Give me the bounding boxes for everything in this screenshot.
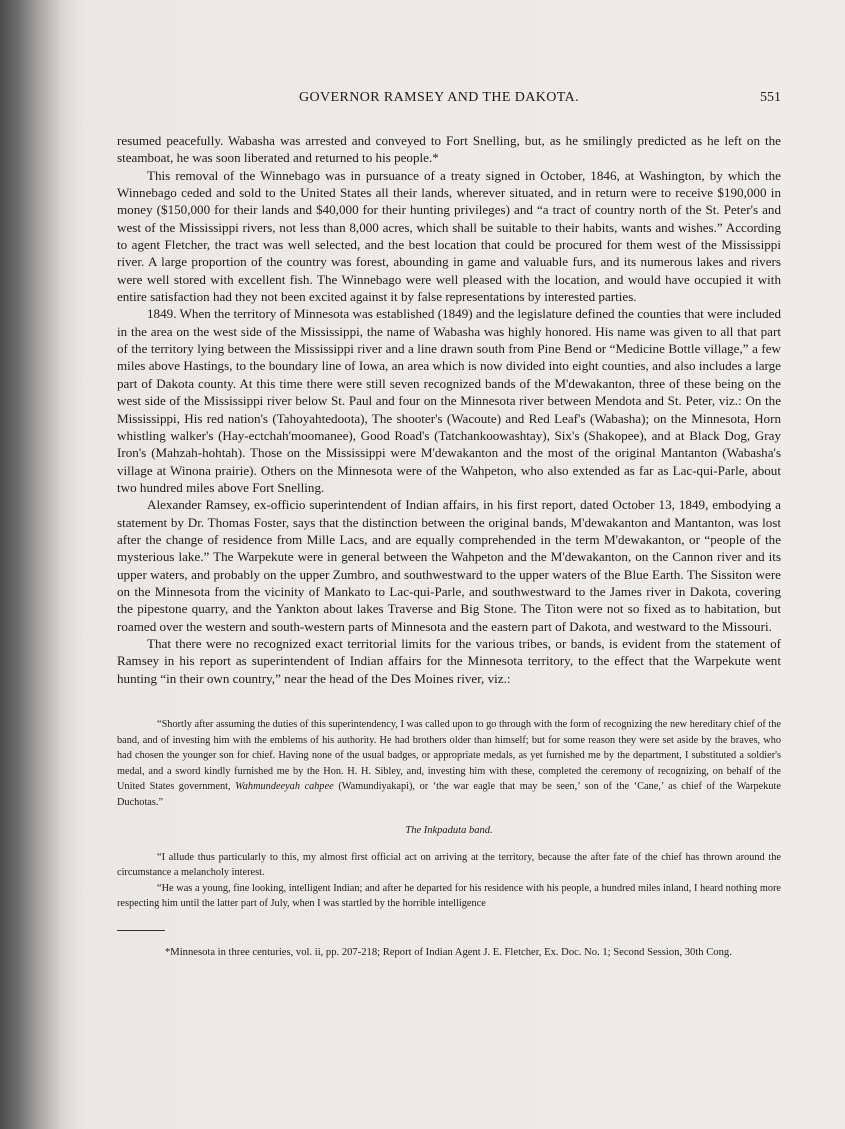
body-paragraph: This removal of the Winnebago was in pursuance of a treaty signed in October, 1846, at Washington, by which the Winnebago ceded and sold to the United States all their lands, wherever situated, and in return were to receive $190,000 in money ($150,000 for their lands and $40,000 for their hunting privileges) and “a tract of country north of the St. Peter's and west of the Mississippi rivers, not less than 8,000 acres, which shall be suitable to their habits, wants and wishes.” According to agent Fletcher, the tract was well selected, and the best location that could be procured for them west of the Mississippi river. A large proportion of the country was forest, abounding in game and valuable furs, and its numerous lakes and rivers were well stored with excellent fish. The Winnebago were well pleased with the location, and would have occupied it with entire satisfaction had they not been excited against it by false representations by interested parties. [117,167,781,305]
quote-paragraph [117,717,781,811]
quote-paragraph: “I allude thus particularly to this, my almost first official act on arriving at the territory, because the after fate of the chief has thrown around the circumstance a melancholy interest. [117,851,781,879]
quote-text: “Shortly after assuming the duties of this superintendency, I was called upon to go through with the form of recognizing the new hereditary chief of the band, and of investing him with the emblems of his authority. He had brothers older than himself; but for some reason they were set aside by the braves, who had chosen the younger son for chief. Having none of the usual badges, or appropriate medals, as yet furnished me by the department, I substituted a soldier's medal, and a sword kindly furnished me by the Hon. H. H. Sibley, and, investing him with these, completed the ceremony of recognizing, on behalf of the United States government, [117,719,781,793]
body-paragraph: 1849. When the territory of Minnesota was established (1849) and the legislature defined the counties that were included in the area on the west side of the Mississippi, the name of Wabasha was highly honored. His name was given to all that part of the territory lying between the Mississippi river and a line drawn south from Pine Bend or “Medicine Bottle village,” a few miles above Hastings, to the boundary line of Iowa, an area which is now divided into eight counties, and also includes a large part of Dakota county. At this time there were still seven recognized bands of the M'dewakanton, three of these being on the west side of the Mississippi river below St. Paul and four on the Minnesota river between Mendota and St. Peter, viz.: On the Mississippi, His red nation's (Tahoyahtedoota), The shooter's (Wacoute) and Red Leaf's (Wabasha); on the Minnesota, Horn whistling walker's (Hay-ectchah'moomanee), Good Road's (Tatchankoowashtay), Six's (Shakopee), and at Black Dog, Gray Iron's (Mahzah-hohtah). Those on the Mississippi were M'dewakanton and the most of the original Mantanton (Wabasha's village at Winona prairie). Others on the Minnesota were of the Wahpeton, who also extended as far as Lac-qui-Parle, about two hundred miles above Fort Snelling. [117,306,781,495]
footnote-rule [117,930,165,931]
page-number: 551 [760,90,781,105]
running-head: GOVERNOR RAMSEY AND THE DAKOTA. [299,90,580,105]
body-paragraph: That there were no recognized exact territorial limits for the various tribes, or bands, is evident from the statement of Ramsey in his report as superintendent of Indian affairs for the Minnesota territory, to the effect that the Warpekute went hunting “in their own country,” near the head of the Des Moines river, viz.: [117,635,781,686]
quote-paragraph: “He was a young, fine looking, intelligent Indian; and after he departed for his residence with his people, a hundred miles inland, I heard nothing more respecting him until the latter part of July, when I was startled by the horrible intelligence [117,882,781,910]
footnote: *Minnesota in three centuries, vol. ii, pp. 207-218; Report of Indian Agent J. E. Fletcher, Ex. Doc. No. 1; Second Session, 30th Cong. [165,946,732,958]
page-body [117,132,781,961]
block-quote [117,717,781,912]
quote-italic-name: Wahmundeeyah cahpee [235,781,334,793]
body-paragraph: Alexander Ramsey, ex-officio superintendent of Indian affairs, in his first report, dated October 13, 1849, embodying a statement by Dr. Thomas Foster, says that the distinction between the original bands, M'dewakanton and Mantanton, was lost after the change of residence from Mille Lacs, and are equally comprehended in the term M'dewakanton, or “people of the mysterious lake.” The Warpekute were in general between the Wahpeton and the M'dewakanton, on the Cannon river and its upper waters, and probably on the upper Zumbro, and southwestward to the upper waters of the Blue Earth. The Sissiton were on the Minnesota from the vicinity of Mankato to Lac-qui-Parle, and southwestward to the James river in Dakota, covering the pipestone quarry, and the Yankton about lakes Traverse and Big Stone. The Titon were not so fixed as to habitation, but roamed over the western and south-western parts of Minnesota and the eastern part of Dakota, and westward to the Missouri. [117,497,781,634]
quote-text: (Wamundiyakapi), or ‘the war eagle that may be seen,’ son of the ‘Cane,’ as chief of the Warpekute Duchotas.” [117,781,781,808]
page-header [117,90,781,110]
body-paragraph: resumed peacefully. Wabasha was arrested and conveyed to Fort Snelling, but, as he smilingly predicted as he left on the steamboat, he was soon liberated and returned to his people.* [117,133,781,166]
quote-subheading: The Inkpaduta band. [405,824,493,836]
